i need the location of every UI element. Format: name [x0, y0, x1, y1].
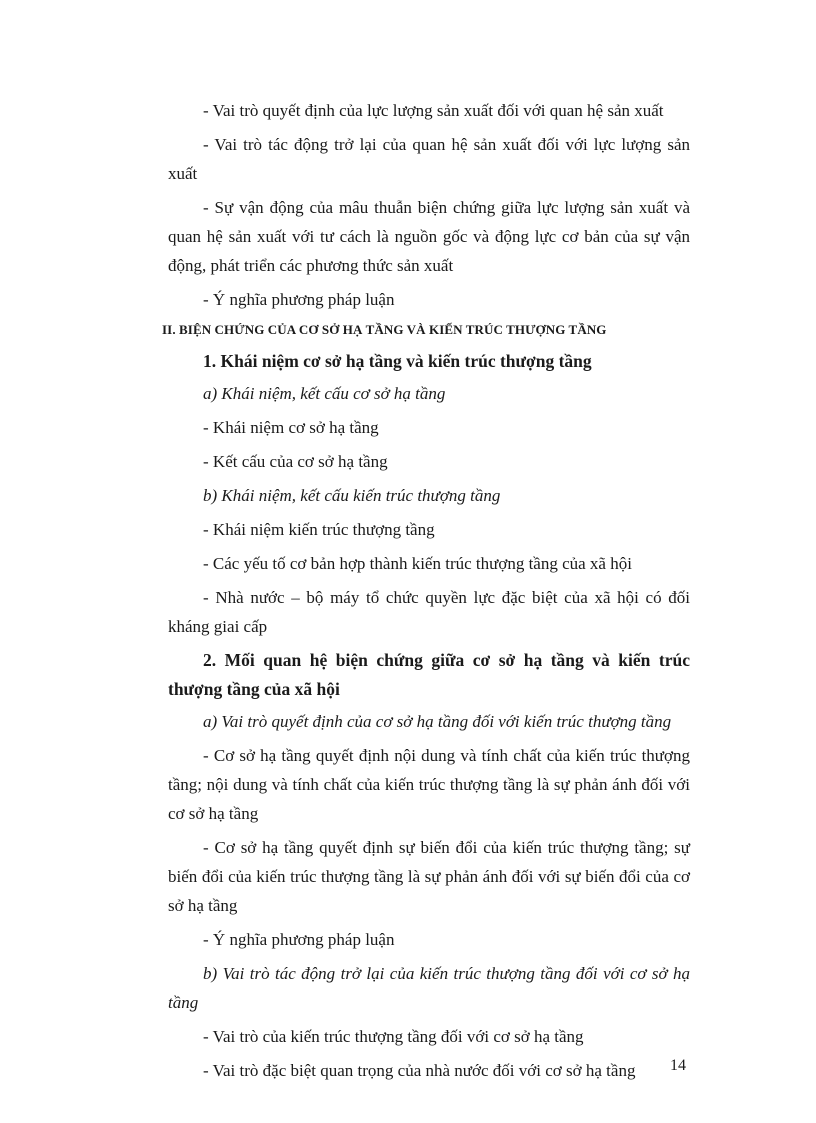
paragraph: - Các yếu tố cơ bản hợp thành kiến trúc thượng tầng của xã hội	[203, 554, 632, 573]
paragraph: - Sự vận động của mâu thuẫn biện chứng giữa lực lượng sản xuất và quan hệ sản xuất với tư cách là nguồn gốc và động lực cơ bản của sự vận động, phát triển các phương thức sản xuất	[168, 198, 690, 275]
subsection-item-heading: a) Khái niệm, kết cấu cơ sở hạ tầng	[203, 384, 446, 403]
paragraph: - Kết cấu của cơ sở hạ tầng	[203, 452, 388, 471]
paragraph: - Khái niệm kiến trúc thượng tầng	[203, 520, 435, 539]
subsection-item-heading: b) Khái niệm, kết cấu kiến trúc thượng tầng	[203, 486, 501, 505]
paragraph: - Ý nghĩa phương pháp luận	[203, 930, 395, 949]
subsection-item-heading: a) Vai trò quyết định của cơ sở hạ tầng đối với kiến trúc thượng tầng	[203, 712, 672, 731]
page-number: 14	[670, 1057, 686, 1074]
paragraph: - Khái niệm cơ sở hạ tầng	[203, 418, 379, 437]
document-page	[162, 96, 690, 1090]
section-heading: II. BIỆN CHỨNG CỦA CƠ SỞ HẠ TẦNG VÀ KIẾN TRÚC THƯỢNG TẦNG	[162, 322, 607, 337]
paragraph: - Cơ sở hạ tầng quyết định nội dung và tính chất của kiến trúc thượng tầng; nội dung và tính chất của kiến trúc thượng tầng là sự phản ánh đối với cơ sở hạ tầng	[168, 746, 690, 823]
subsection-item-heading: b) Vai trò tác động trở lại của kiến trúc thượng tầng đối với cơ sở hạ tầng	[168, 964, 690, 1012]
paragraph: - Vai trò của kiến trúc thượng tầng đối với cơ sở hạ tầng	[203, 1027, 584, 1046]
paragraph: - Vai trò quyết định của lực lượng sản xuất đối với quan hệ sản xuất	[203, 101, 664, 120]
paragraph: - Ý nghĩa phương pháp luận	[203, 290, 395, 309]
paragraph: - Nhà nước – bộ máy tổ chức quyền lực đặc biệt của xã hội có đối kháng giai cấp	[168, 588, 690, 636]
subsection-heading: 2. Mối quan hệ biện chứng giữa cơ sở hạ tầng và kiến trúc thượng tầng của xã hội	[168, 650, 690, 699]
paragraph: - Vai trò đặc biệt quan trọng của nhà nước đối với cơ sở hạ tầng	[203, 1061, 636, 1080]
paragraph: - Vai trò tác động trở lại của quan hệ sản xuất đối với lực lượng sản xuất	[168, 135, 690, 183]
paragraph: - Cơ sở hạ tầng quyết định sự biến đổi của kiến trúc thượng tầng; sự biến đổi của kiến trúc thượng tầng là sự phản ánh đối với sự biến đổi của cơ sở hạ tầng	[168, 838, 690, 915]
subsection-heading: 1. Khái niệm cơ sở hạ tầng và kiến trúc thượng tầng	[203, 351, 592, 371]
